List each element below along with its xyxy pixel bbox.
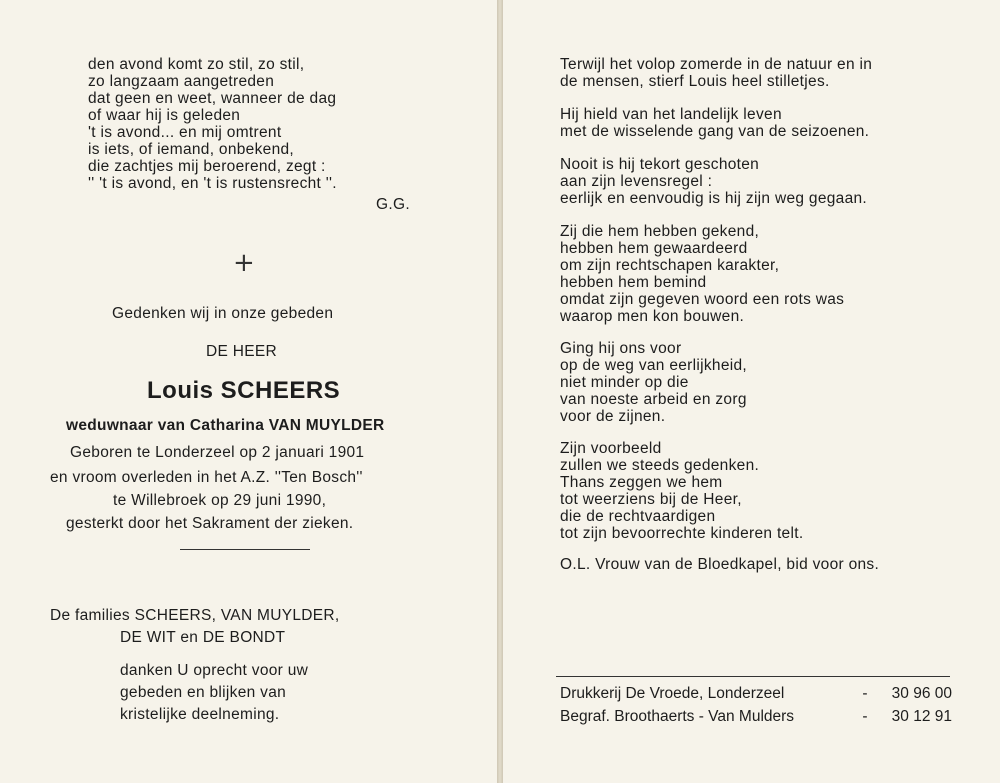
poem-line: of waar hij is geleden bbox=[88, 107, 241, 124]
stanza-line: Hij hield van het landelijk leven bbox=[560, 106, 782, 123]
stanza-line: tot weerziens bij de Heer, bbox=[560, 491, 742, 508]
remember-line: Gedenken wij in onze gebeden bbox=[112, 305, 334, 322]
stanza-line: Terwijl het volop zomerde in de natuur en in bbox=[560, 56, 873, 73]
stanza-line: eerlijk en eenvoudig is hij zijn weg gegaan. bbox=[560, 190, 868, 207]
printer-dash: - bbox=[862, 708, 868, 725]
stanza-line: tot zijn bevoorrechte kinderen telt. bbox=[560, 525, 804, 542]
stanza-line: Nooit is hij tekort geschoten bbox=[560, 156, 760, 173]
families-line: DE WIT en DE BONDT bbox=[120, 629, 286, 646]
honorific: DE HEER bbox=[206, 343, 278, 360]
stanza-line: Zij die hem hebben gekend, bbox=[560, 223, 760, 240]
printer-phone: 30 96 00 bbox=[891, 685, 952, 702]
prayer-line: O.L. Vrouw van de Bloedkapel, bid voor ons. bbox=[560, 556, 880, 573]
stanza-line: omdat zijn gegeven woord een rots was bbox=[560, 291, 845, 308]
poem-line: 't is avond... en mij omtrent bbox=[88, 124, 282, 141]
divider bbox=[180, 549, 310, 550]
widower-line: weduwnaar van Catharina VAN MUYLDER bbox=[66, 417, 385, 434]
stanza-line: op de weg van eerlijkheid, bbox=[560, 357, 748, 374]
left-panel bbox=[0, 0, 497, 783]
stanza-line: Ging hij ons voor bbox=[560, 340, 682, 357]
poem-line: is iets, of iemand, onbekend, bbox=[88, 141, 295, 158]
cross-icon: + bbox=[233, 248, 255, 278]
stanza-line: zullen we steeds gedenken. bbox=[560, 457, 760, 474]
poem-line: zo langzaam aangetreden bbox=[88, 73, 275, 90]
stanza-line: voor de zijnen. bbox=[560, 408, 666, 425]
born-line: Geboren te Londerzeel op 2 januari 1901 bbox=[70, 444, 365, 461]
stanza-line: Zijn voorbeeld bbox=[560, 440, 662, 457]
poem-line: den avond komt zo stil, zo stil, bbox=[88, 56, 305, 73]
stanza-line: hebben hem gewaardeerd bbox=[560, 240, 748, 257]
printer-dash: - bbox=[862, 685, 868, 702]
divider bbox=[556, 676, 950, 677]
born-line: en vroom overleden in het A.Z. ''Ten Bosch'' bbox=[50, 469, 363, 486]
stanza-line: Thans zeggen we hem bbox=[560, 474, 723, 491]
born-line: gesterkt door het Sakrament der zieken. bbox=[66, 515, 354, 532]
stanza-line: hebben hem bemind bbox=[560, 274, 707, 291]
stanza-line: waarop men kon bouwen. bbox=[560, 308, 745, 325]
poem-line: die zachtjes mij beroerend, zegt : bbox=[88, 158, 326, 175]
poem-author: G.G. bbox=[376, 196, 410, 213]
deceased-name: Louis SCHEERS bbox=[147, 377, 341, 404]
stanza-line: van noeste arbeid en zorg bbox=[560, 391, 747, 408]
stanza-line: de mensen, stierf Louis heel stilletjes. bbox=[560, 73, 830, 90]
stanza-line: met de wisselende gang van de seizoenen. bbox=[560, 123, 870, 140]
stanza-line: aan zijn levensregel : bbox=[560, 173, 713, 190]
printer-phone: 30 12 91 bbox=[891, 708, 952, 725]
thanks-line: kristelijke deelneming. bbox=[120, 706, 280, 723]
thanks-line: danken U oprecht voor uw bbox=[120, 662, 309, 679]
stanza-line: die de rechtvaardigen bbox=[560, 508, 716, 525]
thanks-line: gebeden en blijken van bbox=[120, 684, 287, 701]
poem-line: '' 't is avond, en 't is rustensrecht ''. bbox=[88, 175, 337, 192]
stanza-line: niet minder op die bbox=[560, 374, 689, 391]
families-line: De families SCHEERS, VAN MUYLDER, bbox=[50, 607, 340, 624]
printer-row bbox=[560, 685, 952, 702]
born-line: te Willebroek op 29 juni 1990, bbox=[113, 492, 327, 509]
printer-name: Drukkerij De Vroede, Londerzeel bbox=[560, 685, 785, 702]
stanza-line: om zijn rechtschapen karakter, bbox=[560, 257, 780, 274]
printer-row bbox=[560, 708, 952, 725]
printer-name: Begraf. Broothaerts - Van Mulders bbox=[560, 708, 795, 725]
poem-line: dat geen en weet, wanneer de dag bbox=[88, 90, 337, 107]
